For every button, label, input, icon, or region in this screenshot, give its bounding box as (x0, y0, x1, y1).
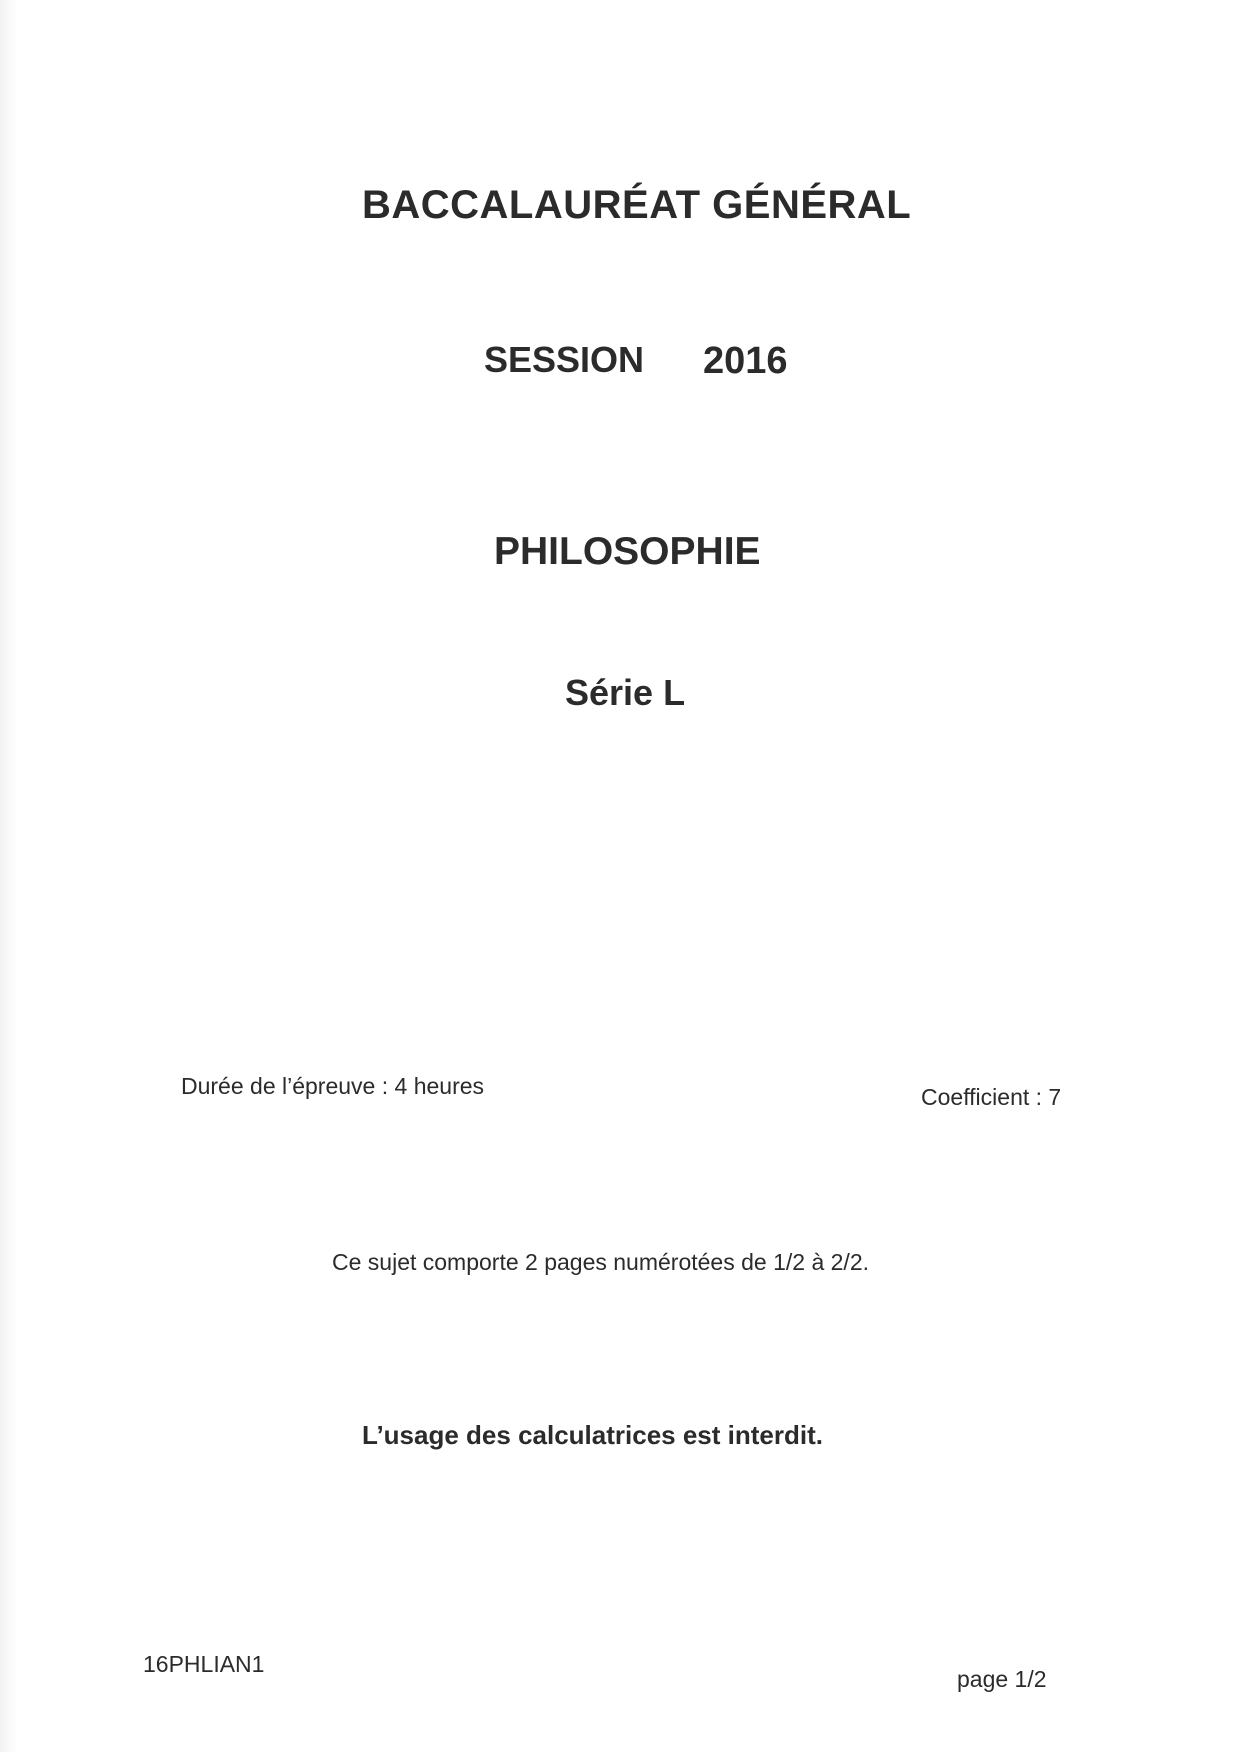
exam-title: BACCALAURÉAT GÉNÉRAL (362, 183, 912, 227)
session-year: 2016 (703, 340, 788, 382)
exam-coefficient: Coefficient : 7 (921, 1084, 1062, 1110)
series-label: Série L (565, 672, 686, 713)
pages-note: Ce sujet comporte 2 pages numérotées de 1/2 à 2/2. (332, 1249, 869, 1275)
scan-edge-shadow (0, 0, 18, 1752)
calculator-notice: L’usage des calculatrices est interdit. (362, 1420, 823, 1450)
exam-duration: Durée de l’épreuve : 4 heures (181, 1073, 485, 1099)
page-number: page 1/2 (957, 1666, 1047, 1692)
subject-code: 16PHLIAN1 (143, 1651, 265, 1677)
session-label: SESSION (484, 339, 645, 380)
subject-title: PHILOSOPHIE (494, 530, 761, 573)
